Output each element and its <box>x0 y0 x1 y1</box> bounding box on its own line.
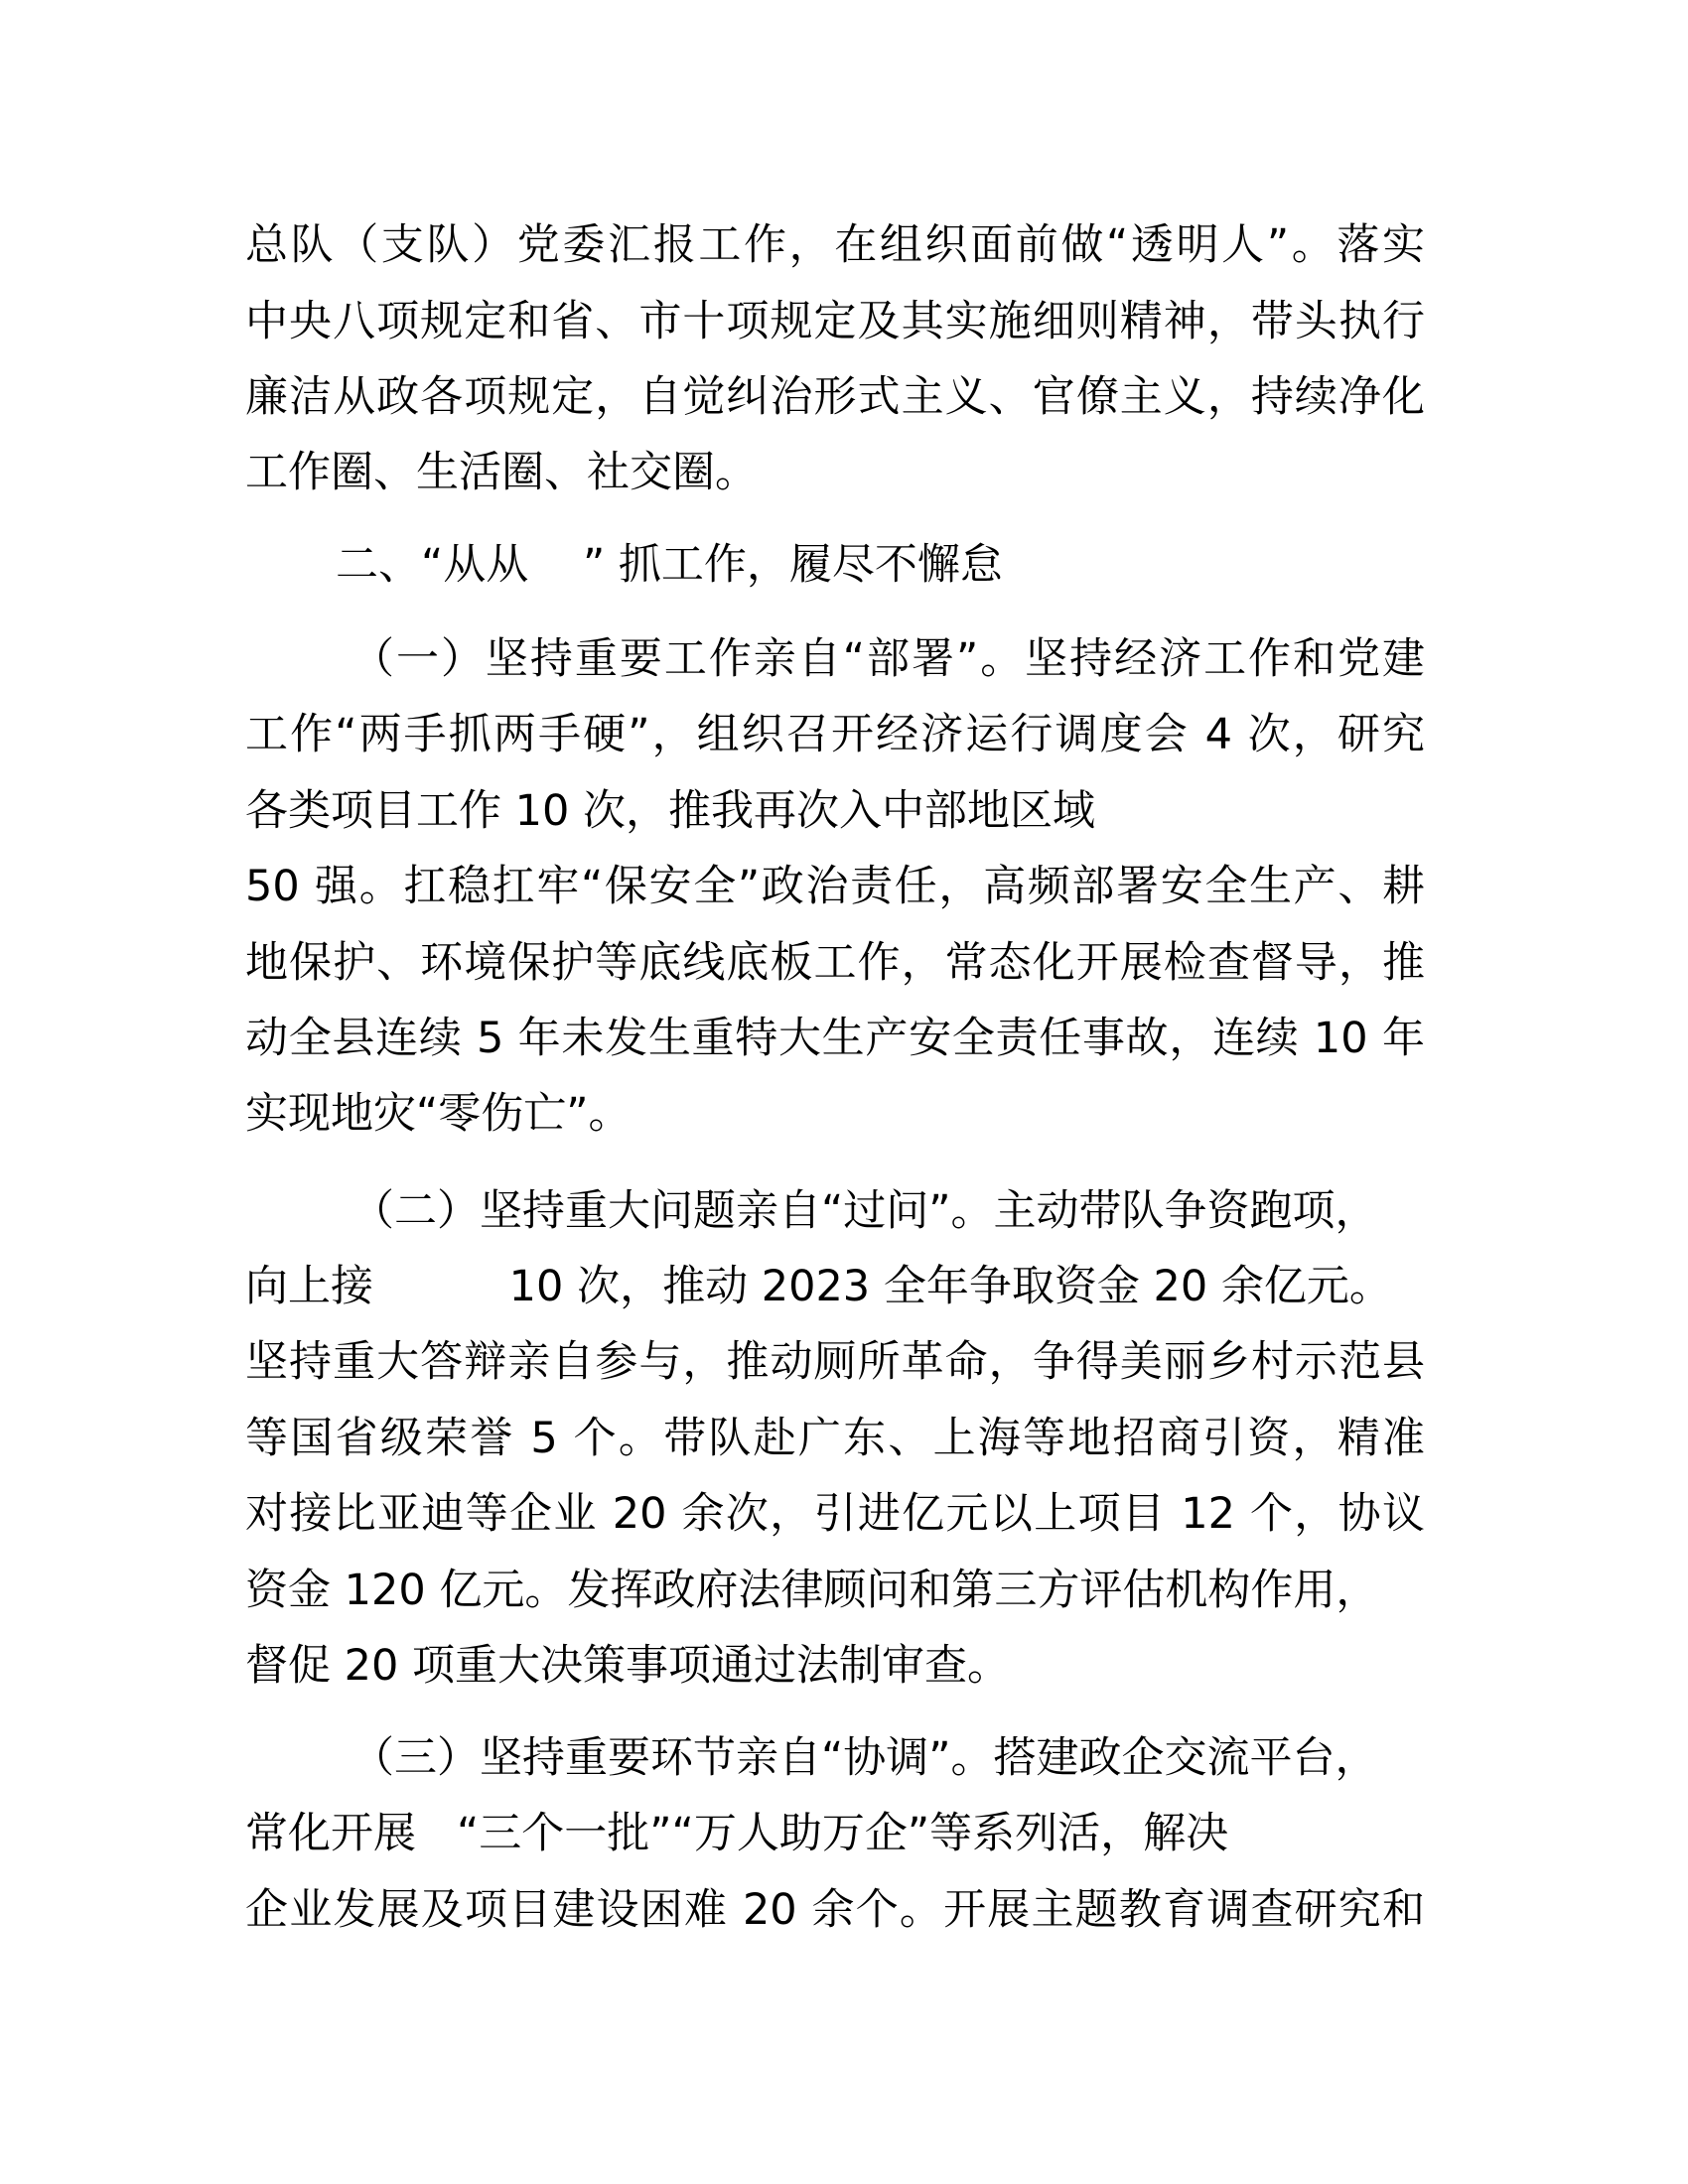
text-line: 常化开展 “三个一批”“万人助万企”等系列活，解决 <box>245 1809 1229 1858</box>
text-line: 坚持重大答辩亲自参与，推动厕所革命，争得美丽乡村示范县 <box>245 1337 1425 1387</box>
text-line: 动全县连续 5 年未发生重特大生产安全责任事故，连续 10 年 <box>245 1014 1425 1063</box>
subsection-heading-line: （二）坚持重大问题亲自“过问”。主动带队争资跑项， <box>352 1186 1378 1236</box>
text-line: 中央八项规定和省、市十项规定及其实施细则精神，带头执行 <box>245 297 1425 346</box>
text-line: 各类项目工作 10 次，推我再次入中部地区域 <box>245 786 1096 836</box>
text-line: 总队（支队）党委汇报工作，在组织面前做“透明人”。落实 <box>245 220 1425 270</box>
section-heading: 二、“从从 ” 抓工作，履尽不懈怠 <box>336 540 1003 590</box>
text-line: 50 强。扛稳扛牢“保安全”政治责任，高频部署安全生产、耕 <box>245 862 1425 911</box>
text-line: 工作圈、生活圈、社交圈。 <box>245 448 758 497</box>
text-line: 向上接 10 次，推动 2023 全年争取资金 20 余亿元。 <box>245 1262 1392 1311</box>
text-line: 工作“两手抓两手硬”，组织召开经济运行调度会 4 次，研究 <box>245 710 1425 759</box>
text-line: 等国省级荣誉 5 个。带队赴广东、上海等地招商引资，精准 <box>245 1414 1425 1463</box>
subsection-heading-line: （一）坚持重要工作亲自“部署”。坚持经济工作和党建 <box>352 634 1425 684</box>
text-line: 廉洁从政各项规定，自觉纠治形式主义、官僚主义，持续净化 <box>245 372 1425 422</box>
text-line: 对接比亚迪等企业 20 余次，引进亿元以上项目 12 个，协议 <box>245 1489 1425 1539</box>
text-line: 资金 120 亿元。发挥政府法律顾问和第三方评估机构作用， <box>245 1566 1379 1615</box>
text-line: 督促 20 项重大决策事项通过法制审查。 <box>245 1641 1011 1691</box>
subsection-heading-line: （三）坚持重要环节亲自“协调”。搭建政企交流平台， <box>352 1733 1378 1783</box>
text-line: 企业发展及项目建设困难 20 余个。开展主题教育调查研究和 <box>245 1885 1425 1935</box>
text-line: 地保护、环境保护等底线底板工作，常态化开展检查督导，推 <box>245 938 1425 988</box>
text-line: 实现地灾“零伤亡”。 <box>245 1089 632 1139</box>
